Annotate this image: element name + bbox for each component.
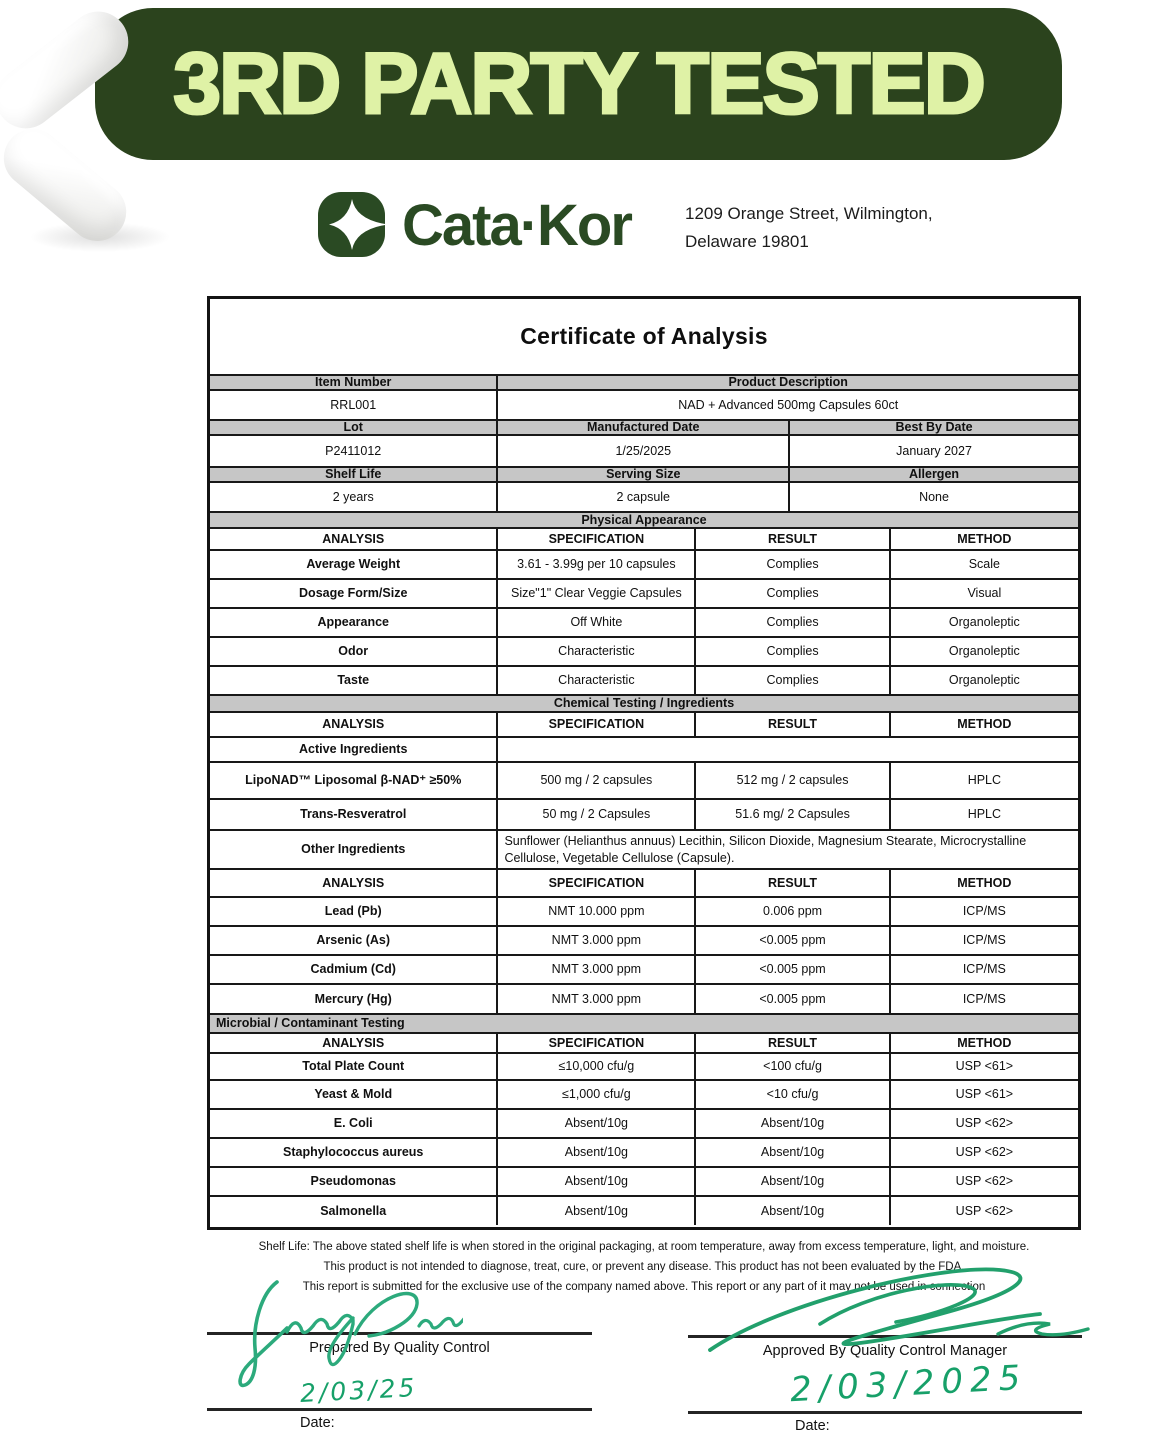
table-row [210, 466, 1078, 481]
table-cell: METHOD [889, 1034, 1078, 1052]
table-row [210, 607, 1078, 636]
table-cell: NMT 3.000 ppm [496, 927, 694, 954]
table-cell: METHOD [889, 713, 1078, 736]
table-cell: RESULT [694, 870, 888, 896]
table-cell: Organoleptic [889, 667, 1078, 694]
table-row [210, 389, 1078, 419]
table-cell: Total Plate Count [302, 1059, 405, 1074]
table-cell: USP <62> [889, 1197, 1078, 1225]
table-cell: Trans-Resveratrol [300, 807, 407, 822]
table-cell: RESULT [694, 529, 888, 549]
table-row [210, 1137, 1078, 1166]
table-cell: METHOD [889, 529, 1078, 549]
table-row [210, 434, 1078, 466]
table-cell: ICP/MS [889, 927, 1078, 954]
table-row [210, 1108, 1078, 1137]
table-cell: Off White [496, 609, 694, 636]
table-cell: 2 capsule [496, 483, 788, 511]
table-cell: USP <61> [889, 1081, 1078, 1108]
address-line-2: Delaware 19801 [685, 232, 809, 252]
table-cell: <0.005 ppm [694, 956, 888, 983]
table-row [210, 636, 1078, 665]
table-row [210, 374, 1078, 389]
prepared-by-label: Prepared By Quality Control [309, 1340, 490, 1356]
table-row [210, 954, 1078, 983]
table-cell: NMT 3.000 ppm [496, 956, 694, 983]
table-cell: USP <62> [889, 1110, 1078, 1137]
table-cell: ICP/MS [889, 956, 1078, 983]
table-cell: <100 cfu/g [694, 1054, 888, 1079]
table-cell: Complies [694, 551, 888, 578]
table-cell: Allergen [788, 468, 1078, 481]
disclaimer-line-1: Shelf Life: The above stated shelf life is when stored in the original packaging, at room temperature, away from excess temperature, light, and moisture. [258, 1241, 1030, 1253]
company-address [685, 200, 933, 256]
table-row [210, 761, 1078, 798]
table-cell: Cadmium (Cd) [310, 962, 396, 977]
table-cell: Pseudomonas [310, 1174, 396, 1189]
table-cell: ANALYSIS [322, 1035, 385, 1050]
table-cell: Shelf Life [210, 468, 496, 481]
table-cell: <0.005 ppm [694, 985, 888, 1013]
table-cell: Organoleptic [889, 609, 1078, 636]
banner-title: 3RD PARTY TESTED [173, 35, 984, 132]
table-cell: Absent/10g [496, 1139, 694, 1166]
table-cell: NMT 3.000 ppm [496, 985, 694, 1013]
table-cell: Complies [694, 638, 888, 665]
table-cell: ANALYSIS [322, 717, 385, 732]
table-cell: Lead (Pb) [324, 904, 382, 919]
table-cell: Absent/10g [694, 1110, 888, 1137]
table-cell: Complies [694, 580, 888, 607]
table-cell: Visual [889, 580, 1078, 607]
table-cell: Characteristic [496, 667, 694, 694]
table-cell: NMT 10.000 ppm [496, 898, 694, 925]
table-cell: 3.61 - 3.99g per 10 capsules [496, 551, 694, 578]
table-row [210, 578, 1078, 607]
table-cell: Physical Appearance [210, 513, 1078, 527]
table-cell: 0.006 ppm [694, 898, 888, 925]
table-cell: NAD + Advanced 500mg Capsules 60ct [496, 391, 1078, 419]
table-cell: ICP/MS [889, 985, 1078, 1013]
table-cell: 1/25/2025 [496, 436, 788, 466]
table-cell: Absent/10g [496, 1197, 694, 1225]
table-cell: <10 cfu/g [694, 1081, 888, 1108]
table-row [210, 1032, 1078, 1052]
table-row [210, 481, 1078, 511]
table-row [210, 511, 1078, 527]
table-cell: Odor [338, 644, 369, 659]
table-cell: SPECIFICATION [496, 870, 694, 896]
prepared-date-label: Date: [300, 1415, 335, 1431]
table-cell: Other Ingredients [301, 842, 406, 857]
table-cell: Organoleptic [889, 638, 1078, 665]
table-row [210, 665, 1078, 694]
table-row [210, 1079, 1078, 1108]
table-cell: Chemical Testing / Ingredients [210, 696, 1078, 711]
table-cell: Absent/10g [694, 1168, 888, 1195]
table-cell: Lot [210, 421, 496, 434]
table-cell: RESULT [694, 1034, 888, 1052]
table-cell: Best By Date [788, 421, 1078, 434]
table-cell: ICP/MS [889, 898, 1078, 925]
table-cell: 2 years [332, 489, 374, 504]
table-cell: Scale [889, 551, 1078, 578]
table-cell: Average Weight [306, 557, 401, 572]
table-cell: Arsenic (As) [316, 933, 391, 948]
table-cell: Manufactured Date [496, 421, 788, 434]
table-cell: LipoNAD™ Liposomal β-NAD⁺ ≥50% [245, 773, 462, 788]
table-row [210, 983, 1078, 1013]
third-party-tested-banner [95, 8, 1062, 160]
table-row [210, 694, 1078, 711]
table-cell: January 2027 [788, 436, 1078, 466]
table-cell: Taste [337, 673, 370, 688]
approved-by-label: Approved By Quality Control Manager [762, 1343, 1008, 1359]
table-cell: ≤1,000 cfu/g [496, 1081, 694, 1108]
approved-date-label: Date: [795, 1418, 830, 1434]
table-cell: HPLC [889, 800, 1078, 829]
table-cell: Absent/10g [496, 1168, 694, 1195]
table-row [210, 736, 1078, 761]
table-cell: RESULT [694, 713, 888, 736]
table-row [210, 1195, 1078, 1225]
table-row [210, 1052, 1078, 1079]
table-cell: ≤10,000 cfu/g [496, 1054, 694, 1079]
table-cell: Microbial / Contaminant Testing [210, 1015, 1078, 1032]
table-row [210, 1166, 1078, 1195]
table-row [210, 419, 1078, 434]
table-cell: Product Description [496, 376, 1078, 389]
table-cell: Absent/10g [694, 1197, 888, 1225]
table-row [210, 1013, 1078, 1032]
signature-approved [700, 1262, 1095, 1357]
table-row [210, 798, 1078, 829]
table-cell: 50 mg / 2 Capsules [496, 800, 694, 829]
prepared-date-line [207, 1408, 592, 1411]
table-cell: Mercury (Hg) [314, 991, 392, 1006]
table-cell: Size"1" Clear Veggie Capsules [496, 580, 694, 607]
table-cell: ANALYSIS [322, 875, 385, 890]
table-cell: Absent/10g [694, 1139, 888, 1166]
brand-name: Cata·Kor [402, 193, 631, 258]
table-cell: Serving Size [496, 468, 788, 481]
table-cell: Characteristic [496, 638, 694, 665]
table-cell: P2411012 [325, 443, 382, 458]
table-cell: 512 mg / 2 capsules [694, 763, 888, 798]
table-cell: Item Number [210, 376, 496, 389]
table-cell: Complies [694, 609, 888, 636]
table-cell: 51.6 mg/ 2 Capsules [694, 800, 888, 829]
disclaimer-line-2: This product is not intended to diagnose, treat, cure, or prevent any disease. This product has not been evaluated by the FDA. [323, 1260, 965, 1273]
table-cell: USP <62> [889, 1168, 1078, 1195]
certificate-of-analysis [207, 296, 1081, 1230]
table-cell: E. Coli [333, 1116, 373, 1131]
table-cell: SPECIFICATION [496, 529, 694, 549]
table-cell: METHOD [889, 870, 1078, 896]
table-row [210, 925, 1078, 954]
table-cell: RRL001 [330, 397, 377, 412]
table-cell: USP <62> [889, 1139, 1078, 1166]
table-cell: Dosage Form/Size [299, 586, 408, 601]
table-cell: Staphylococcus aureus [283, 1145, 424, 1160]
table-cell: Salmonella [320, 1203, 387, 1218]
approved-date-handwritten: 2/03/2025 [789, 1357, 1029, 1411]
table-cell: Complies [694, 667, 888, 694]
approved-date-line [688, 1411, 1082, 1414]
disclaimer-line-3: This report is submitted for the exclusive use of the company named above. This report or any part of it may not be used in connection [302, 1280, 986, 1293]
table-cell: Absent/10g [496, 1110, 694, 1137]
table-cell: 500 mg / 2 capsules [496, 763, 694, 798]
address-line-1: 1209 Orange Street, Wilmington, [685, 204, 933, 223]
table-cell: HPLC [889, 763, 1078, 798]
coa-table [210, 374, 1078, 1225]
table-row [210, 549, 1078, 578]
prepared-date-handwritten: 2/03/25 [299, 1372, 419, 1409]
table-cell: USP <61> [889, 1054, 1078, 1079]
table-row [210, 527, 1078, 549]
table-cell: SPECIFICATION [496, 713, 694, 736]
certificate-title: Certificate of Analysis [520, 323, 768, 349]
table-cell: Appearance [317, 615, 389, 630]
signature-prepared [233, 1276, 463, 1388]
table-cell [496, 738, 1078, 761]
table-row [210, 868, 1078, 896]
table-cell: SPECIFICATION [496, 1034, 694, 1052]
four-point-star-icon [318, 192, 388, 258]
table-row [210, 711, 1078, 736]
table-row [210, 829, 1078, 868]
table-cell: Yeast & Mold [314, 1087, 393, 1102]
table-cell: ANALYSIS [322, 531, 385, 546]
table-cell: Active Ingredients [299, 742, 408, 757]
table-cell: Sunflower (Helianthus annuus) Lecithin, Silicon Dioxide, Magnesium Stearate, Microcrystalline Cellulose, Vegetable Cellulose (Capsule). [496, 831, 1078, 868]
table-cell: None [788, 483, 1078, 511]
table-row [210, 896, 1078, 925]
table-cell: <0.005 ppm [694, 927, 888, 954]
